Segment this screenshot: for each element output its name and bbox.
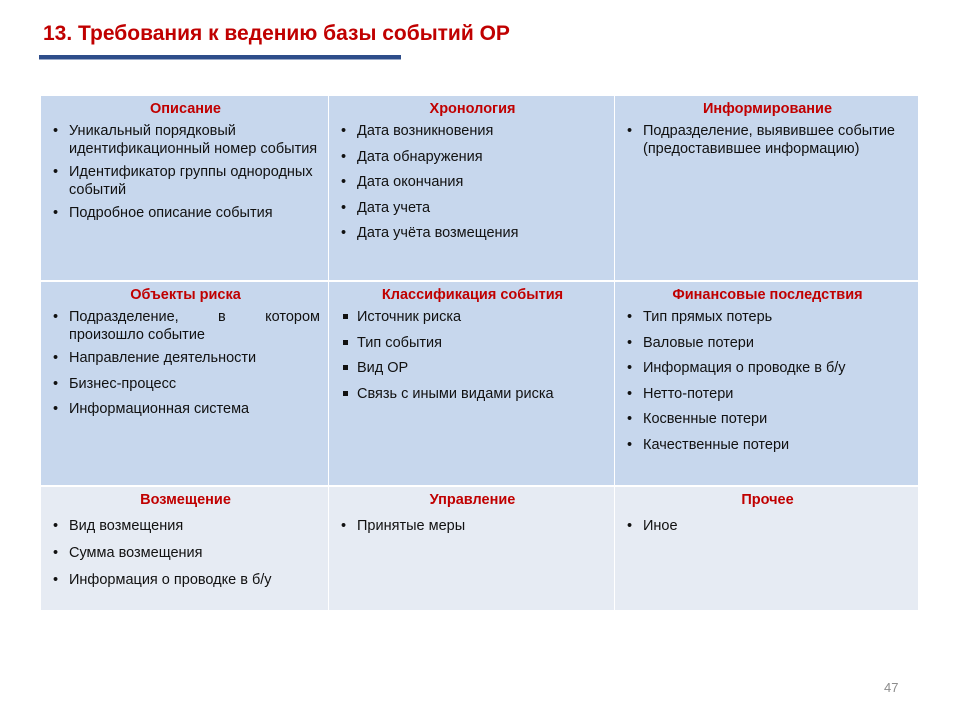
bullet-list <box>51 122 320 222</box>
list-item: • Подробное описание события <box>51 204 320 222</box>
cell-description <box>41 96 329 282</box>
list-item: • Дата учёта возмещения <box>339 224 606 242</box>
cell-heading: Классификация события <box>381 287 564 303</box>
cell-financial-consequences <box>615 282 918 487</box>
cell-heading: Управление <box>429 492 516 508</box>
bullet-list <box>51 517 320 589</box>
list-item: • Идентификатор группы однородных событий <box>51 163 320 199</box>
list-item: • Принятые меры <box>339 517 606 535</box>
bullet-list <box>625 122 910 158</box>
list-item: • Сумма возмещения <box>51 544 320 562</box>
cell-management <box>329 487 615 612</box>
list-item: • Дата возникновения <box>339 122 606 140</box>
cell-informing <box>615 96 918 282</box>
list-item: Тип события <box>339 334 606 352</box>
slide-title: 13. Требования к ведению базы событий ОР <box>43 22 510 45</box>
list-item: • Вид возмещения <box>51 517 320 535</box>
list-item: Источник риска <box>339 308 606 326</box>
list-item: • Информационная система <box>51 400 320 418</box>
list-item: • Качественные потери <box>625 436 910 454</box>
cell-heading: Хронология <box>429 101 516 117</box>
list-item: • Уникальный порядковый идентификационный номер события <box>51 122 320 158</box>
list-item: • Дата окончания <box>339 173 606 191</box>
list-item: • Информация о проводке в б/у <box>625 359 910 377</box>
bullet-list <box>51 308 320 418</box>
list-item: • Бизнес-процесс <box>51 375 320 393</box>
list-item: • Нетто-потери <box>625 385 910 403</box>
list-item: • Информация о проводке в б/у <box>51 571 320 589</box>
cell-heading: Финансовые последствия <box>672 287 863 303</box>
list-item: • Иное <box>625 517 910 535</box>
list-item: • Тип прямых потерь <box>625 308 910 326</box>
bullet-list <box>625 517 910 535</box>
cell-classification <box>329 282 615 487</box>
bullet-list <box>339 517 606 535</box>
cell-heading: Прочее <box>741 492 794 508</box>
cell-compensation <box>41 487 329 612</box>
bullet-list <box>339 122 606 242</box>
list-item: • Дата обнаружения <box>339 148 606 166</box>
cell-chronology <box>329 96 615 282</box>
list-item: • Косвенные потери <box>625 410 910 428</box>
cell-risk-objects <box>41 282 329 487</box>
cell-other <box>615 487 918 612</box>
list-item: • Подразделение, в котором произошло событие <box>51 308 320 344</box>
list-item: • Подразделение, выявившее событие (предоставившее информацию) <box>625 122 910 158</box>
list-item: Вид ОР <box>339 359 606 377</box>
list-item: • Направление деятельности <box>51 349 320 367</box>
list-item: • Дата учета <box>339 199 606 217</box>
page-number: 47 <box>884 680 899 695</box>
list-item: Связь с иными видами риска <box>339 385 606 403</box>
cell-heading: Описание <box>150 101 221 117</box>
cell-heading: Информирование <box>702 101 833 117</box>
cell-heading: Возмещение <box>140 492 231 508</box>
cell-heading: Объекты риска <box>130 287 241 303</box>
list-item: • Валовые потери <box>625 334 910 352</box>
title-underline <box>39 55 401 60</box>
bullet-list <box>625 308 910 454</box>
requirements-table <box>41 96 918 612</box>
bullet-list <box>339 308 606 403</box>
